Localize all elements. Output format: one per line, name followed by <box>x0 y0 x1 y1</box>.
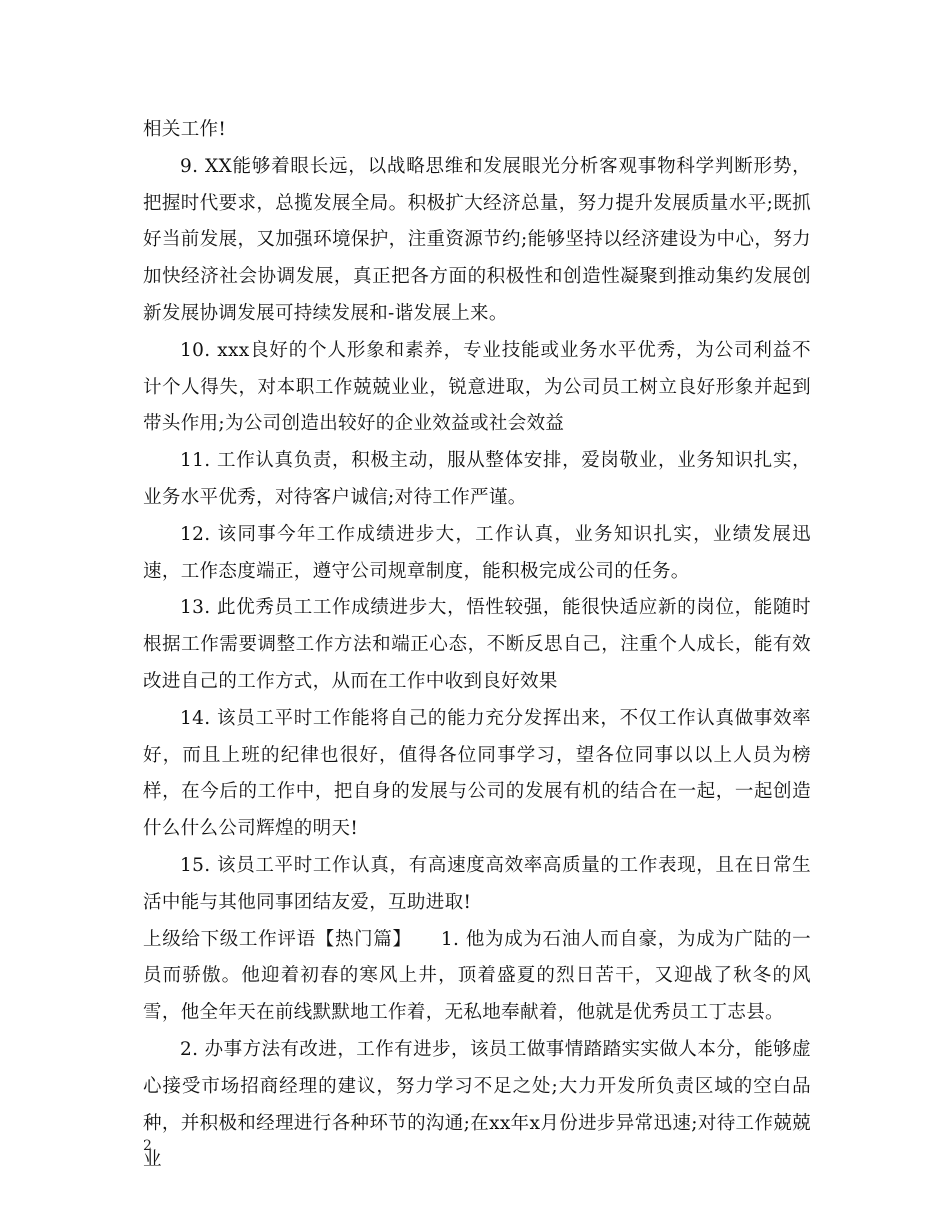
paragraph-item-10: 10. xxx良好的个人形象和素养，专业技能或业务水平优秀，为公司利益不计个人得失，对本职工作兢兢业业，锐意进取，为公司员工树立良好形象并起到带头作用;为公司创造出较好的企业效益或社会效益 <box>143 339 811 435</box>
paragraph-item-9: 9. XX能够着眼长远，以战略思维和发展眼光分析客观事物科学判断形势，把握时代要求，总揽发展全局。积极扩大经济总量，努力提升发展质量水平;既抓好当前发展，又加强环境保护，注重资源节约;能够坚持以经济建设为中心，努力加快经济社会协调发展，真正把各方面的积极性和创造性凝聚到推动集约发展创新发展协调发展可持续发展和-谐发展上来。 <box>143 155 811 324</box>
paragraph-item-11: 11. 工作认真负责，积极主动，服从整体安排，爱岗敬业，业务知识扎实，业务水平优秀，对待客户诚信;对待工作严谨。 <box>143 450 811 508</box>
paragraph-continuation: 相关工作! <box>143 119 227 140</box>
paragraph-item-15: 15. 该员工平时工作认真，有高速度高效率高质量的工作表现，且在日常生活中能与其他同事团结友爱，互助进取! <box>143 854 811 913</box>
paragraph-item-12: 12. 该同事今年工作成绩进步大，工作认真，业务知识扎实，业绩发展迅速，工作态度端正，遵守公司规章制度，能积极完成公司的任务。 <box>143 523 811 582</box>
paragraph-item-14: 14. 该员工平时工作能将自己的能力充分发挥出来，不仅工作认真做事效率好，而且上班的纪律也很好，值得各位同事学习，望各位同事以以上人员为榜样，在今后的工作中，把自身的发展与公司的发展有机的结合在一起，一起创造什么什么公司辉煌的明天! <box>143 707 811 840</box>
paragraph-item-2: 2. 办事方法有改进，工作有进步，该员工做事情踏踏实实做人本分，能够虚心接受市场招商经理的建议，努力学习不足之处;大力开发所负责区域的空白品种，并积极和经理进行各种环节的沟通;在xx年x月份进步异常迅速;对待工作兢兢业 <box>143 1038 811 1171</box>
paragraph-item-13: 13. 此优秀员工工作成绩进步大，悟性较强，能很快适应新的岗位，能随时根据工作需要调整工作方法和端正心态，不断反思自己，注重个人成长，能有效改进自己的工作方式，从而在工作中收到良好效果 <box>143 597 811 692</box>
document-body <box>143 112 811 1179</box>
section-heading-paragraph: 上级给下级工作评语【热门篇】 1. 他为成为石油人而自豪，为成为广陆的一员而骄傲。他迎着初春的寒风上井，顶着盛夏的烈日苦干，又迎战了秋冬的风雪，他全年天在前线默默地工作着，无私地奉献着，他就是优秀员工丁志县。 <box>143 928 811 1024</box>
page-number: 2 <box>143 1138 152 1154</box>
